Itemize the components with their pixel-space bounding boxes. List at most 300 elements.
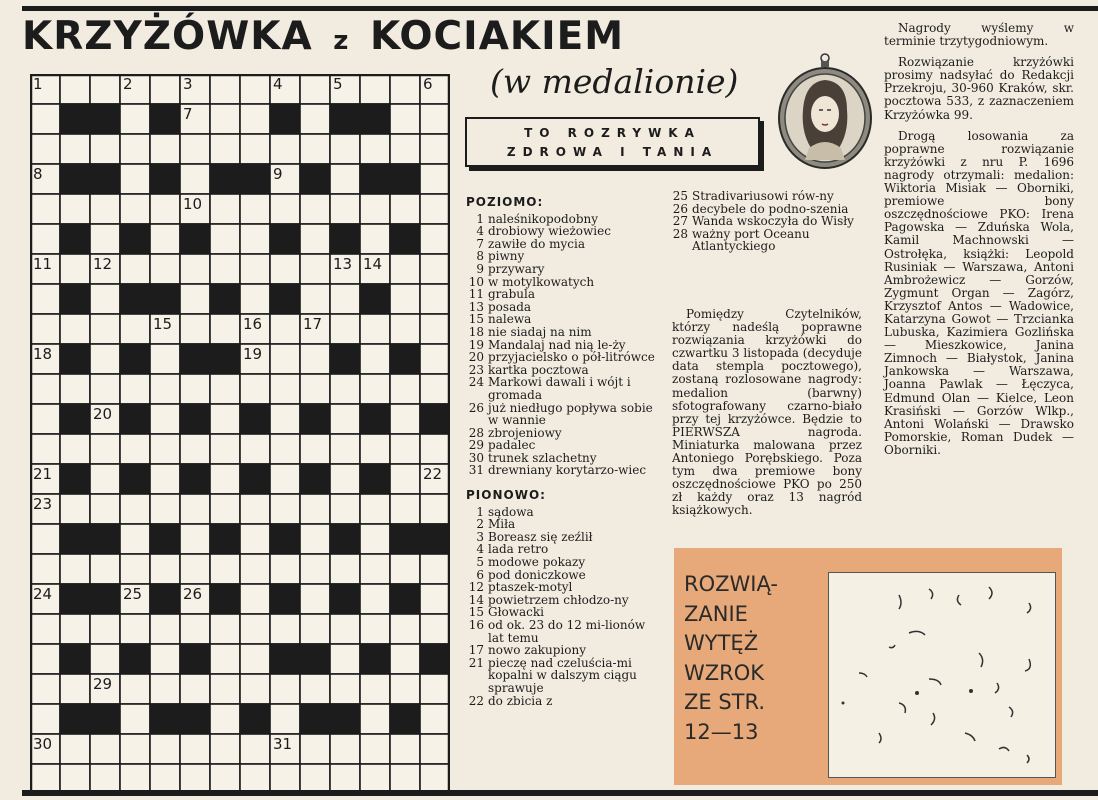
grid-cell[interactable] (390, 104, 420, 134)
grid-cell[interactable] (90, 224, 120, 254)
grid-cell[interactable] (360, 314, 390, 344)
grid-cell[interactable] (60, 614, 90, 644)
grid-cell[interactable] (390, 674, 420, 704)
grid-block (270, 524, 300, 554)
grid-number: 23 (33, 495, 53, 513)
grid-cell[interactable] (120, 104, 150, 134)
grid-cell[interactable] (120, 314, 150, 344)
grid-cell[interactable] (120, 194, 150, 224)
grid-cell[interactable] (390, 614, 420, 644)
grid-cell[interactable] (390, 254, 420, 284)
grid-cell[interactable] (330, 374, 360, 404)
grid-block (390, 224, 420, 254)
grid-cell[interactable] (90, 614, 120, 644)
grid-cell[interactable] (360, 74, 390, 104)
grid-block (60, 464, 90, 494)
grid-block (330, 104, 360, 134)
grid-cell[interactable] (210, 224, 240, 254)
grid-cell[interactable] (120, 554, 150, 584)
grid-number: 22 (423, 465, 443, 483)
grid-cell[interactable] (240, 74, 270, 104)
grid-cell[interactable] (120, 734, 150, 764)
across-clue-number: 28 (468, 425, 484, 440)
grid-cell[interactable] (420, 254, 450, 284)
grid-cell[interactable] (120, 374, 150, 404)
grid-cell[interactable] (390, 464, 420, 494)
title-word-2: z (333, 26, 350, 56)
grid-cell[interactable] (120, 704, 150, 734)
grid-cell[interactable] (180, 434, 210, 464)
grid-cell[interactable] (240, 524, 270, 554)
grid-cell[interactable] (90, 134, 120, 164)
grid-cell[interactable] (390, 554, 420, 584)
grid-cell[interactable] (60, 194, 90, 224)
grid-cell[interactable] (300, 344, 330, 374)
grid-cell[interactable] (420, 134, 450, 164)
across-clue-text: padalec (488, 438, 536, 453)
grid-cell[interactable] (90, 284, 120, 314)
grid-cell[interactable] (420, 224, 450, 254)
down-clue-number: 2 (476, 517, 484, 532)
title-word-1: KRZYŻÓWKA (22, 14, 313, 59)
grid-cell[interactable] (150, 404, 180, 434)
grid-cell[interactable] (150, 494, 180, 524)
grid-cell[interactable] (360, 704, 390, 734)
grid-cell[interactable] (90, 734, 120, 764)
across-clue-number: 24 (468, 375, 484, 390)
grid-block (120, 464, 150, 494)
top-rule (22, 6, 1098, 11)
grid-cell[interactable] (240, 374, 270, 404)
grid-cell[interactable] (240, 104, 270, 134)
grid-cell[interactable] (210, 464, 240, 494)
grid-cell[interactable] (330, 674, 360, 704)
grid-cell[interactable] (210, 434, 240, 464)
across-clue-text: nalewa (488, 312, 532, 327)
grid-cell[interactable] (210, 494, 240, 524)
grid-cell[interactable] (210, 734, 240, 764)
grid-cell[interactable] (390, 374, 420, 404)
grid-cell[interactable] (360, 734, 390, 764)
grid-block (420, 644, 450, 674)
grid-block (390, 584, 420, 614)
grid-cell[interactable] (270, 704, 300, 734)
grid-cell[interactable] (210, 74, 240, 104)
grid-cell[interactable] (390, 284, 420, 314)
grid-block (420, 524, 450, 554)
grid-cell[interactable] (240, 434, 270, 464)
across-clue-text: decybele do podno-szenia (692, 201, 849, 216)
grid-cell[interactable] (60, 734, 90, 764)
grid-cell[interactable] (240, 224, 270, 254)
grid-cell[interactable] (390, 404, 420, 434)
grid-block (270, 644, 300, 674)
grid-cell[interactable] (60, 494, 90, 524)
grid-block (360, 644, 390, 674)
grid-cell[interactable] (180, 164, 210, 194)
grid-cell[interactable] (300, 524, 330, 554)
grid-cell[interactable] (360, 614, 390, 644)
grid-cell[interactable] (210, 674, 240, 704)
grid-cell[interactable] (330, 464, 360, 494)
grid-cell[interactable] (420, 374, 450, 404)
down-clue-number: 21 (468, 655, 484, 670)
grid-cell[interactable] (180, 554, 210, 584)
grid-block (60, 524, 90, 554)
grid-cell[interactable] (390, 74, 420, 104)
grid-cell[interactable] (120, 524, 150, 554)
grid-cell[interactable] (420, 674, 450, 704)
down-clue-number: 17 (468, 643, 484, 658)
grid-cell[interactable] (240, 584, 270, 614)
grid-cell[interactable] (150, 254, 180, 284)
crossword-grid[interactable] (30, 74, 450, 794)
across-clue-text: przywary (488, 261, 545, 276)
grid-cell[interactable] (30, 554, 60, 584)
grid-cell[interactable] (30, 314, 60, 344)
grid-cell[interactable] (90, 374, 120, 404)
grid-cell[interactable] (60, 74, 90, 104)
grid-block (330, 704, 360, 734)
across-clue (466, 402, 660, 427)
grid-cell[interactable] (210, 194, 240, 224)
grid-block (420, 404, 450, 434)
grid-cell[interactable] (390, 434, 420, 464)
grid-cell[interactable] (120, 674, 150, 704)
grid-cell[interactable] (210, 134, 240, 164)
down-clue (466, 518, 660, 531)
grid-cell[interactable] (300, 134, 330, 164)
grid-cell[interactable] (30, 134, 60, 164)
grid-cell[interactable] (210, 254, 240, 284)
grid-cell[interactable] (210, 104, 240, 134)
grid-cell[interactable] (240, 494, 270, 524)
grid-block (330, 224, 360, 254)
grid-cell[interactable] (30, 644, 60, 674)
grid-cell[interactable] (30, 404, 60, 434)
grid-cell[interactable] (420, 584, 450, 614)
grid-cell[interactable] (360, 674, 390, 704)
grid-cell[interactable] (270, 464, 300, 494)
grid-cell[interactable] (90, 194, 120, 224)
grid-cell[interactable] (30, 194, 60, 224)
grid-cell[interactable] (300, 614, 330, 644)
grid-cell[interactable] (180, 254, 210, 284)
grid-number: 24 (33, 585, 53, 603)
prizes-paragraph-2: Rozwiązanie krzyżówki prosimy nadsyłać do Redakcji Przekroju, 30-960 Kraków, skr. pocztowa 533, z zaznaczeniem Krzyżówka 99. (884, 55, 1074, 122)
grid-cell[interactable] (330, 554, 360, 584)
grid-cell[interactable] (180, 284, 210, 314)
grid-cell[interactable] (270, 554, 300, 584)
grid-cell[interactable] (150, 434, 180, 464)
tagline-line-2: ZDROWA I TANIA (506, 145, 719, 159)
grid-cell[interactable] (240, 554, 270, 584)
grid-cell[interactable] (30, 104, 60, 134)
across-clue-text: w motylkowatych (488, 274, 595, 289)
grid-cell[interactable] (300, 734, 330, 764)
grid-cell[interactable] (210, 614, 240, 644)
grid-cell[interactable] (90, 554, 120, 584)
grid-cell[interactable] (90, 344, 120, 374)
grid-cell[interactable] (90, 434, 120, 464)
grid-cell[interactable] (30, 614, 60, 644)
grid-cell[interactable] (390, 134, 420, 164)
grid-cell[interactable] (300, 224, 330, 254)
grid-cell[interactable] (270, 404, 300, 434)
grid-cell[interactable] (270, 434, 300, 464)
down-clue-text: do zbicia z (488, 693, 553, 708)
grid-cell[interactable] (180, 494, 210, 524)
across-clue-number: 23 (468, 362, 484, 377)
grid-cell[interactable] (300, 434, 330, 464)
grid-block (360, 464, 390, 494)
grid-cell[interactable] (240, 194, 270, 224)
grid-number: 16 (243, 315, 263, 333)
grid-cell[interactable] (270, 494, 300, 524)
across-clue (466, 326, 660, 339)
grid-cell[interactable] (180, 674, 210, 704)
grid-block (270, 224, 300, 254)
grid-cell[interactable] (360, 224, 390, 254)
grid-cell[interactable] (330, 134, 360, 164)
grid-cell[interactable] (300, 194, 330, 224)
grid-cell[interactable] (420, 164, 450, 194)
grid-cell[interactable] (300, 374, 330, 404)
grid-cell[interactable] (330, 644, 360, 674)
down-clue (466, 644, 660, 657)
grid-block (60, 344, 90, 374)
grid-cell[interactable] (300, 494, 330, 524)
grid-cell[interactable] (120, 494, 150, 524)
grid-cell[interactable] (150, 224, 180, 254)
grid-block (300, 404, 330, 434)
across-clue (466, 263, 660, 276)
grid-cell[interactable] (30, 374, 60, 404)
grid-number: 12 (93, 255, 113, 273)
contest-text (672, 308, 862, 526)
grid-cell[interactable] (240, 734, 270, 764)
grid-cell[interactable] (150, 554, 180, 584)
grid-cell[interactable] (300, 74, 330, 104)
grid-cell[interactable] (210, 554, 240, 584)
grid-cell[interactable] (180, 614, 210, 644)
grid-cell[interactable] (300, 284, 330, 314)
across-clue (466, 464, 660, 477)
grid-cell[interactable] (150, 644, 180, 674)
medallion-portrait (775, 52, 875, 172)
grid-cell[interactable] (60, 254, 90, 284)
grid-cell[interactable] (180, 134, 210, 164)
grid-block (300, 704, 330, 734)
grid-cell[interactable] (390, 314, 420, 344)
grid-number: 25 (123, 585, 143, 603)
grid-cell[interactable] (270, 314, 300, 344)
grid-cell[interactable] (270, 614, 300, 644)
grid-number: 28 (333, 585, 353, 603)
grid-cell[interactable] (330, 734, 360, 764)
grid-cell[interactable] (90, 74, 120, 104)
grid-cell[interactable] (300, 254, 330, 284)
grid-cell[interactable] (360, 434, 390, 464)
down-clue (466, 619, 660, 644)
grid-cell[interactable] (420, 734, 450, 764)
grid-cell[interactable] (150, 374, 180, 404)
grid-cell[interactable] (360, 374, 390, 404)
down-clue (466, 556, 660, 569)
grid-cell[interactable] (150, 614, 180, 644)
grid-cell[interactable] (420, 434, 450, 464)
grid-cell[interactable] (150, 734, 180, 764)
grid-cell[interactable] (390, 644, 420, 674)
grid-cell[interactable] (420, 314, 450, 344)
grid-cell[interactable] (150, 194, 180, 224)
grid-cell[interactable] (300, 674, 330, 704)
grid-number: 5 (333, 75, 343, 93)
grid-cell[interactable] (240, 614, 270, 644)
grid-cell[interactable] (390, 494, 420, 524)
grid-cell[interactable] (330, 314, 360, 344)
grid-cell[interactable] (90, 464, 120, 494)
grid-cell[interactable] (210, 704, 240, 734)
grid-cell[interactable] (150, 134, 180, 164)
grid-block (120, 224, 150, 254)
grid-cell[interactable] (420, 344, 450, 374)
across-clue-number: 8 (476, 249, 484, 264)
grid-cell[interactable] (330, 614, 360, 644)
grid-block (150, 104, 180, 134)
solution-puzzle-image (828, 572, 1056, 778)
grid-cell[interactable] (30, 524, 60, 554)
grid-block (330, 524, 360, 554)
grid-block (390, 164, 420, 194)
grid-cell[interactable] (60, 434, 90, 464)
grid-cell[interactable] (420, 614, 450, 644)
grid-cell[interactable] (30, 674, 60, 704)
grid-cell[interactable] (360, 134, 390, 164)
grid-number: 10 (183, 195, 203, 213)
grid-cell[interactable] (390, 194, 420, 224)
grid-cell[interactable] (120, 254, 150, 284)
grid-block (120, 644, 150, 674)
grid-block (210, 284, 240, 314)
grid-cell[interactable] (330, 494, 360, 524)
grid-cell[interactable] (330, 194, 360, 224)
grid-cell[interactable] (60, 374, 90, 404)
grid-cell[interactable] (180, 524, 210, 554)
grid-cell[interactable] (240, 284, 270, 314)
grid-cell[interactable] (210, 314, 240, 344)
grid-cell[interactable] (240, 644, 270, 674)
grid-cell[interactable] (120, 134, 150, 164)
down-clue-text: Boreasz się zeźlił (488, 529, 593, 544)
grid-cell[interactable] (300, 584, 330, 614)
grid-block (360, 164, 390, 194)
grid-block (300, 464, 330, 494)
across-clue (466, 288, 660, 301)
grid-block (60, 704, 90, 734)
across-clue (670, 190, 864, 203)
grid-cell[interactable] (150, 344, 180, 374)
grid-cell[interactable] (90, 314, 120, 344)
grid-block (60, 404, 90, 434)
grid-cell[interactable] (180, 374, 210, 404)
grid-cell[interactable] (240, 254, 270, 284)
grid-cell[interactable] (90, 494, 120, 524)
across-clue-number: 7 (476, 236, 484, 251)
grid-cell[interactable] (420, 104, 450, 134)
grid-cell[interactable] (150, 464, 180, 494)
grid-cell[interactable] (30, 224, 60, 254)
grid-cell[interactable] (150, 74, 180, 104)
grid-cell[interactable] (420, 704, 450, 734)
grid-cell[interactable] (360, 194, 390, 224)
grid-cell[interactable] (180, 734, 210, 764)
grid-cell[interactable] (330, 404, 360, 434)
prizes-text (884, 22, 1074, 465)
grid-cell[interactable] (420, 554, 450, 584)
prizes-paragraph-3: Drogą losowania za poprawne rozwiązanie krzyżówki z nru P. 1696 nagrody otrzymali: medalion: Wiktoria Misiak — Oborniki, premiowe bony oszczędnościowe PKO: Irena Pagowska — Zduńska Wola, Kamil Machnowski — Ostrołęka, książki: Leopold Rusiniak — Warszawa, Antoni Ambrożewicz — Gorzów, Zygmunt Organ — Zagórz, Krzysztof Antos — Wadowice, Katarzyna Gowot — Trzcianka Lubuska, Kazimiera Gozlińska — Mieszkowice, Janina Zimnoch — Białystok, Janina Jankowska — Warszawa, Joanna Pawlak — Łęczyca, Edmund Olan — Kielce, Leon Krasiński — Gorzów Wlkp., Antoni Wolański — Drawsko Pomorskie, Roman Dudek — Oborniki. (884, 128, 1074, 457)
grid-cell[interactable] (30, 284, 60, 314)
grid-cell[interactable] (60, 314, 90, 344)
grid-cell[interactable] (210, 404, 240, 434)
grid-block (180, 404, 210, 434)
grid-cell[interactable] (360, 494, 390, 524)
grid-block (210, 344, 240, 374)
grid-cell[interactable] (120, 614, 150, 644)
grid-block (210, 164, 240, 194)
grid-cell[interactable] (210, 644, 240, 674)
grid-cell[interactable] (330, 284, 360, 314)
grid-cell[interactable] (150, 674, 180, 704)
grid-cell[interactable] (90, 644, 120, 674)
grid-cell[interactable] (420, 194, 450, 224)
grid-cell[interactable] (30, 704, 60, 734)
grid-cell[interactable] (330, 164, 360, 194)
grid-cell[interactable] (270, 344, 300, 374)
grid-cell[interactable] (60, 674, 90, 704)
grid-cell[interactable] (420, 284, 450, 314)
grid-cell[interactable] (60, 134, 90, 164)
grid-cell[interactable] (390, 734, 420, 764)
contest-paragraph: Pomiędzy Czytelników, którzy nadeślą poprawne rozwiązania krzyżówki do czwartku 3 listopada (decyduje data stempla pocztowego), zostaną rozlosowane nagrody: medalion (barwny) sfotografowany czarno-biało przy tej krzyżówce. Będzie to PIERWSZA nagroda. Miniaturka malowana przez Antoniego Porębskiego. Poza tym dwa premiowe bony oszczędnościowe PKO po 250 zł każdy oraz 13 nagród książkowych. (672, 307, 862, 518)
grid-cell[interactable] (360, 554, 390, 584)
grid-cell[interactable] (420, 494, 450, 524)
grid-cell[interactable] (240, 134, 270, 164)
down-clue-number: 6 (476, 567, 484, 582)
grid-cell[interactable] (210, 374, 240, 404)
grid-cell[interactable] (270, 674, 300, 704)
grid-cell[interactable] (120, 434, 150, 464)
grid-block (150, 164, 180, 194)
grid-cell[interactable] (360, 524, 390, 554)
grid-cell[interactable] (300, 104, 330, 134)
grid-cell[interactable] (240, 674, 270, 704)
grid-cell[interactable] (60, 554, 90, 584)
across-clue-text: Markowi dawali i wójt i gromada (488, 375, 631, 402)
grid-cell[interactable] (180, 314, 210, 344)
grid-cell[interactable] (360, 584, 390, 614)
grid-cell[interactable] (120, 164, 150, 194)
grid-block (390, 344, 420, 374)
grid-cell[interactable] (360, 344, 390, 374)
grid-cell[interactable] (270, 134, 300, 164)
grid-cell[interactable] (300, 554, 330, 584)
grid-cell[interactable] (270, 374, 300, 404)
grid-cell[interactable] (30, 434, 60, 464)
grid-cell[interactable] (270, 194, 300, 224)
grid-cell[interactable] (270, 254, 300, 284)
grid-cell[interactable] (330, 434, 360, 464)
